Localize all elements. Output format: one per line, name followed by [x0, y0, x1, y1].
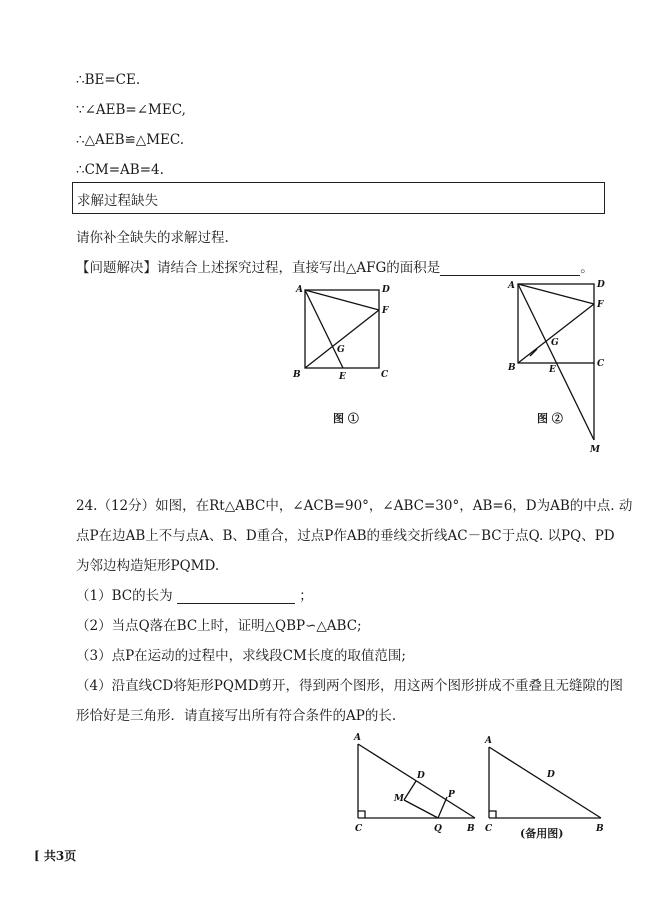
fig2-label-E: E — [549, 365, 556, 375]
proof-line-4: ∴CM=AB=4. — [76, 162, 164, 178]
fig3-label-Q: Q — [434, 824, 442, 834]
fig2-label-M: M — [590, 445, 600, 455]
fig3-label-P: P — [448, 790, 455, 800]
fig2-label-F: F — [597, 300, 604, 310]
fig2-label-B: B — [508, 363, 516, 373]
instruction-text: 请你补全缺失的求解过程. — [76, 230, 229, 246]
fig2-label-G: G — [551, 338, 559, 348]
fig1-label-B: B — [293, 370, 301, 380]
fig4-label-D: D — [547, 770, 555, 780]
problem-solving-end: 。 — [580, 260, 594, 276]
q24-sub-4b: 形恰好是三角形．请直接写出所有符合条件的AP的长. — [76, 708, 397, 724]
fig1-label-G: G — [337, 345, 345, 355]
fig2-label-A: A — [508, 281, 515, 291]
fig2-caption: 图 ② — [537, 412, 563, 425]
missing-solution-text: 求解过程缺失 — [77, 193, 158, 209]
fig4-label-C: C — [485, 824, 493, 834]
fig1-label-F: F — [382, 306, 389, 316]
q24-sub-3: （3）点P在运动的过程中，求线段CM长度的取值范围; — [76, 648, 406, 664]
q24-sub-4a: （4）沿直线CD将矩形PQMD剪开，得到两个图形，用这两个图形拼成不重叠且无缝隙的图 — [76, 678, 624, 694]
fig1-label-E: E — [339, 372, 346, 382]
fig4-label-A: A — [485, 736, 492, 746]
fig1-label-C: C — [381, 370, 389, 380]
fig2-label-C: C — [597, 359, 605, 369]
q24-sub-1-text: （1）BC的长为 — [76, 588, 173, 604]
q24-sub-2: （2）当点Q落在BC上时，证明△QBP∽△ABC; — [76, 618, 362, 634]
fig1-label-D: D — [382, 285, 390, 295]
proof-line-3: ∴△AEB≌△MEC. — [76, 132, 185, 148]
fig2-label-D: D — [597, 280, 605, 290]
fig3-label-B: B — [467, 824, 475, 834]
fig1-caption: 图 ① — [333, 412, 359, 425]
q24-line-3: 为邻边构造矩形PQMD. — [76, 558, 220, 574]
fig4-caption: (备用图) — [520, 827, 564, 840]
page-footer: [ 共3页 — [34, 849, 77, 863]
q24-line-1: 24.（12分）如图，在Rt△ABC中，∠ACB=90°，∠ABC=30°，AB=6，D为AB的中点. 动 — [76, 498, 633, 514]
q24-line-2: 点P在边AB上不与点A、B、D重合，过点P作AB的垂线交折线AC－BC于点Q. 以PQ、PD — [76, 528, 615, 544]
fig3-label-A: A — [354, 733, 361, 743]
proof-line-2: ∵∠AEB=∠MEC, — [76, 102, 186, 118]
fig3-label-D: D — [417, 771, 425, 781]
fig1-label-A: A — [296, 285, 303, 295]
fig4-label-B: B — [596, 824, 604, 834]
problem-solving-text: 【问题解决】请结合上述探究过程，直接写出△AFG的面积是 — [76, 260, 441, 276]
fig3-label-C: C — [355, 824, 363, 834]
proof-line-1: ∴BE=CE. — [76, 72, 141, 88]
q24-sub-1-end: ； — [299, 588, 313, 604]
fig3-label-M: M — [394, 794, 404, 804]
